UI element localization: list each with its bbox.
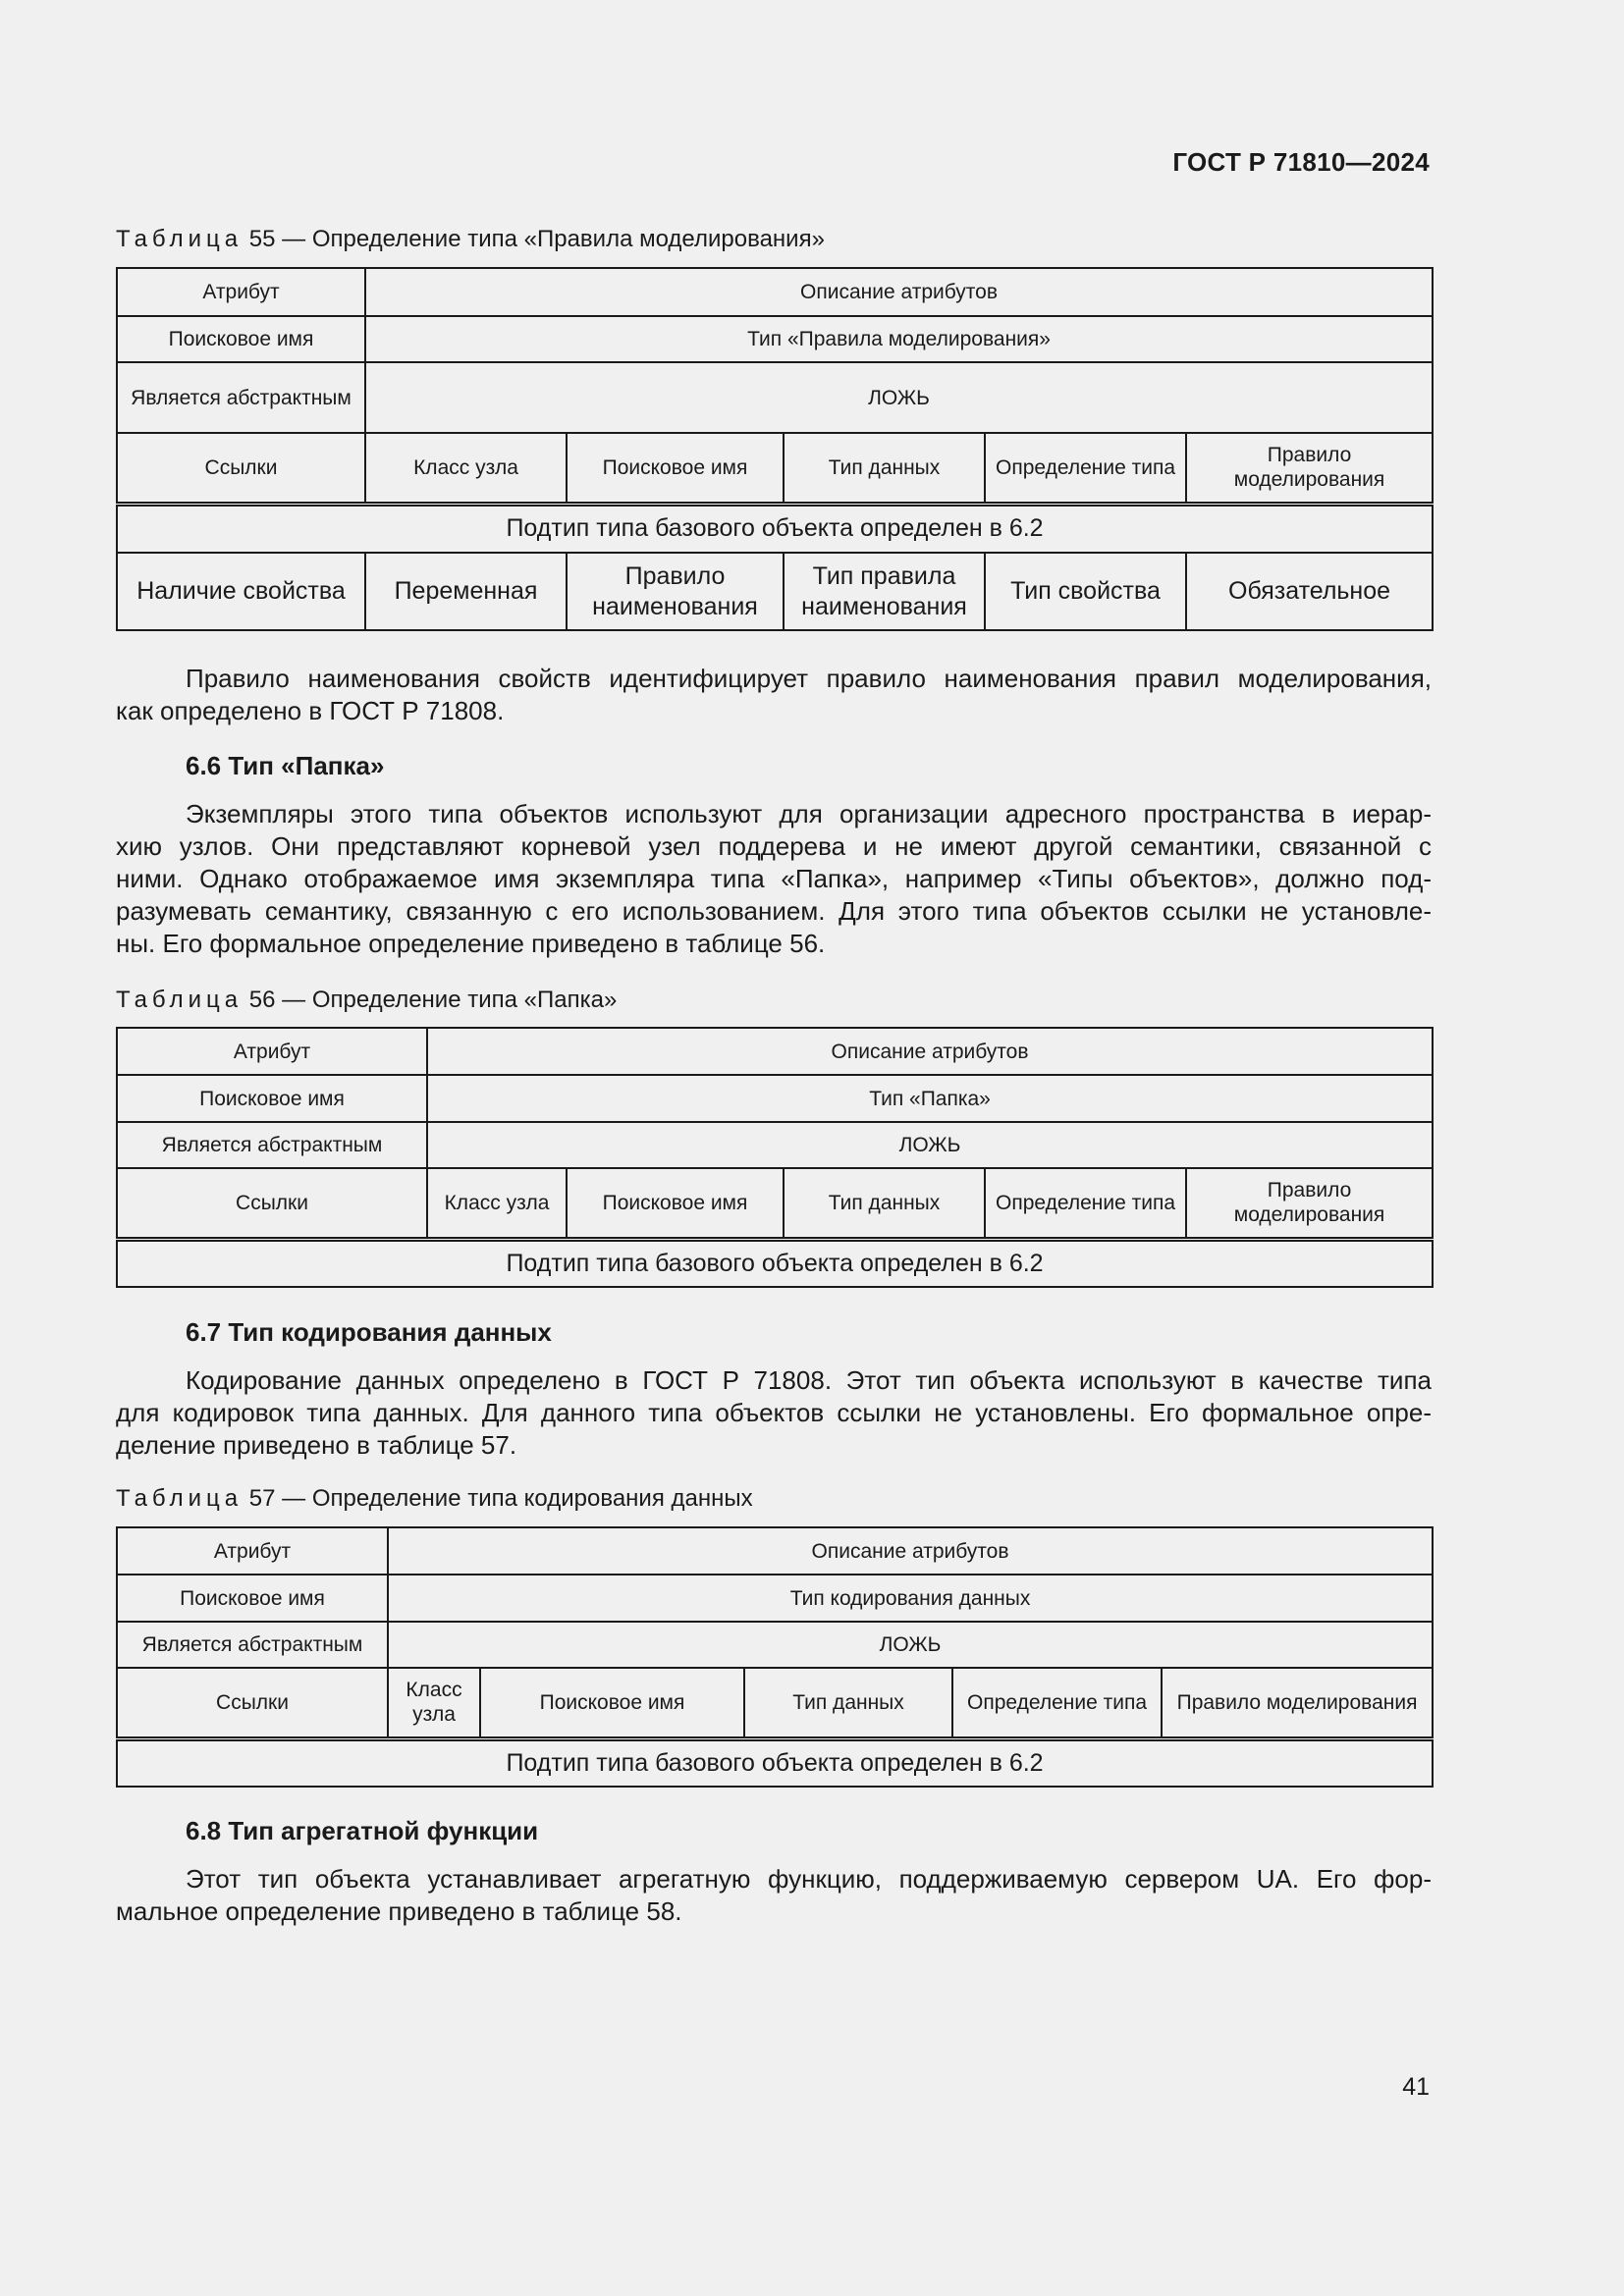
browse-name-label: Поисковое имя xyxy=(117,1575,388,1622)
browse-name-label: Поисковое имя xyxy=(117,1075,427,1122)
table-row xyxy=(117,1122,1433,1168)
col-browse-name: Поисковое имя xyxy=(567,1168,784,1239)
table-row xyxy=(117,1738,1433,1787)
cell: Наличие свойства xyxy=(117,553,365,630)
text-line: как определено в ГОСТ Р 71808. xyxy=(116,696,505,725)
table-row xyxy=(117,1239,1433,1287)
cell: Тип свойства xyxy=(985,553,1186,630)
is-abstract-value: ЛОЖЬ xyxy=(427,1122,1433,1168)
col-node-class: Класс узла xyxy=(365,433,567,504)
cell: Тип правила наименования xyxy=(784,553,985,630)
caption-text: 55 — Определение типа «Правила моделирования» xyxy=(248,226,825,252)
text-line: хию узлов. Они представляют корневой узел поддерева и не имеют другой семантики, связанной с xyxy=(116,831,1432,861)
col-modelling-rule: Правило моделирования xyxy=(1186,1168,1433,1239)
table-row xyxy=(117,1075,1433,1122)
table-row xyxy=(117,362,1433,433)
is-abstract-label: Является абстрактным xyxy=(117,1122,427,1168)
is-abstract-value: ЛОЖЬ xyxy=(388,1622,1433,1668)
table-row xyxy=(117,1168,1433,1239)
col-browse-name: Поисковое имя xyxy=(567,433,784,504)
text-line: ними. Однако отображаемое имя экземпляра типа «Папка», например «Типы объектов», должно под- xyxy=(116,864,1432,893)
header-attribute: Атрибут xyxy=(117,1527,388,1575)
table-55-caption xyxy=(116,226,825,253)
table-row xyxy=(117,268,1433,316)
text-line: Правило наименования свойств идентифицирует правило наименования правил моделирования, xyxy=(186,664,1432,693)
subtype-note: Подтип типа базового объекта определен в 6.2 xyxy=(117,1239,1433,1287)
section-heading-6-6: 6.6 Тип «Папка» xyxy=(186,751,385,780)
is-abstract-label: Является абстрактным xyxy=(117,1622,388,1668)
page-number: 41 xyxy=(1402,2073,1430,2101)
table-row xyxy=(117,504,1433,553)
header-attribute: Атрибут xyxy=(117,268,365,316)
col-type-definition: Определение типа xyxy=(952,1668,1162,1738)
caption-prefix: Таблица xyxy=(116,987,244,1013)
caption-text: 57 — Определение типа кодирования данных xyxy=(248,1485,753,1512)
table-row xyxy=(117,553,1433,630)
text-line: мальное определение приведено в таблице 58. xyxy=(116,1896,682,1926)
table-56 xyxy=(116,1027,1434,1288)
table-row xyxy=(117,1668,1433,1738)
text-line: деление приведено в таблице 57. xyxy=(116,1430,517,1460)
table-55 xyxy=(116,267,1434,631)
caption-text: 56 — Определение типа «Папка» xyxy=(248,987,618,1013)
table-56-caption xyxy=(116,987,617,1014)
section-heading-6-7: 6.7 Тип кодирования данных xyxy=(186,1317,552,1347)
subtype-note: Подтип типа базового объекта определен в 6.2 xyxy=(117,504,1433,553)
header-description: Описание атрибутов xyxy=(427,1028,1433,1075)
cell: Переменная xyxy=(365,553,567,630)
cell: Правило наименования xyxy=(567,553,784,630)
col-data-type: Тип данных xyxy=(744,1668,952,1738)
table-row xyxy=(117,1622,1433,1668)
is-abstract-label: Является абстрактным xyxy=(117,362,365,433)
caption-prefix: Таблица xyxy=(116,1485,244,1512)
col-data-type: Тип данных xyxy=(784,1168,985,1239)
col-modelling-rule: Правило моделирования xyxy=(1186,433,1433,504)
header-description: Описание атрибутов xyxy=(388,1527,1433,1575)
paragraph-aggregate-function xyxy=(116,1863,1432,1928)
document-standard-number: ГОСТ Р 71810—2024 xyxy=(1172,147,1430,177)
col-type-definition: Определение типа xyxy=(985,1168,1186,1239)
caption-prefix: Таблица xyxy=(116,226,244,252)
table-row xyxy=(117,1575,1433,1622)
table-57 xyxy=(116,1526,1434,1788)
col-node-class: Класс узла xyxy=(388,1668,480,1738)
table-row xyxy=(117,1527,1433,1575)
browse-name-value: Тип кодирования данных xyxy=(388,1575,1433,1622)
col-node-class: Класс узла xyxy=(427,1168,567,1239)
section-heading-6-8: 6.8 Тип агрегатной функции xyxy=(186,1816,539,1845)
is-abstract-value: ЛОЖЬ xyxy=(365,362,1433,433)
cell: Обязательное xyxy=(1186,553,1433,630)
text-line: Экземпляры этого типа объектов используют для организации адресного пространства в иерар- xyxy=(186,799,1432,828)
paragraph-folder-type xyxy=(116,798,1432,960)
header-description: Описание атрибутов xyxy=(365,268,1433,316)
paragraph-naming-rule xyxy=(116,663,1432,727)
col-data-type: Тип данных xyxy=(784,433,985,504)
text-line: разумевать семантику, связанную с его использованием. Для этого типа объектов ссылки не установле- xyxy=(116,896,1432,926)
text-line: для кодировок типа данных. Для данного типа объектов ссылки не установлены. Его формальное опре- xyxy=(116,1398,1432,1427)
header-attribute: Атрибут xyxy=(117,1028,427,1075)
browse-name-value: Тип «Папка» xyxy=(427,1075,1433,1122)
table-row xyxy=(117,433,1433,504)
references-label: Ссылки xyxy=(117,433,365,504)
paragraph-data-encoding xyxy=(116,1364,1432,1462)
references-label: Ссылки xyxy=(117,1168,427,1239)
col-browse-name: Поисковое имя xyxy=(480,1668,744,1738)
table-row xyxy=(117,1028,1433,1075)
references-label: Ссылки xyxy=(117,1668,388,1738)
browse-name-label: Поисковое имя xyxy=(117,316,365,362)
text-line: Кодирование данных определено в ГОСТ Р 71808. Этот тип объекта используют в качестве типа xyxy=(186,1365,1432,1395)
table-57-caption xyxy=(116,1485,753,1513)
col-type-definition: Определение типа xyxy=(985,433,1186,504)
text-line: ны. Его формальное определение приведено в таблице 56. xyxy=(116,929,826,958)
col-modelling-rule: Правило моделирования xyxy=(1162,1668,1433,1738)
subtype-note: Подтип типа базового объекта определен в 6.2 xyxy=(117,1738,1433,1787)
text-line: Этот тип объекта устанавливает агрегатную функцию, поддерживаемую сервером UA. Его фор- xyxy=(186,1864,1432,1894)
browse-name-value: Тип «Правила моделирования» xyxy=(365,316,1433,362)
table-row xyxy=(117,316,1433,362)
